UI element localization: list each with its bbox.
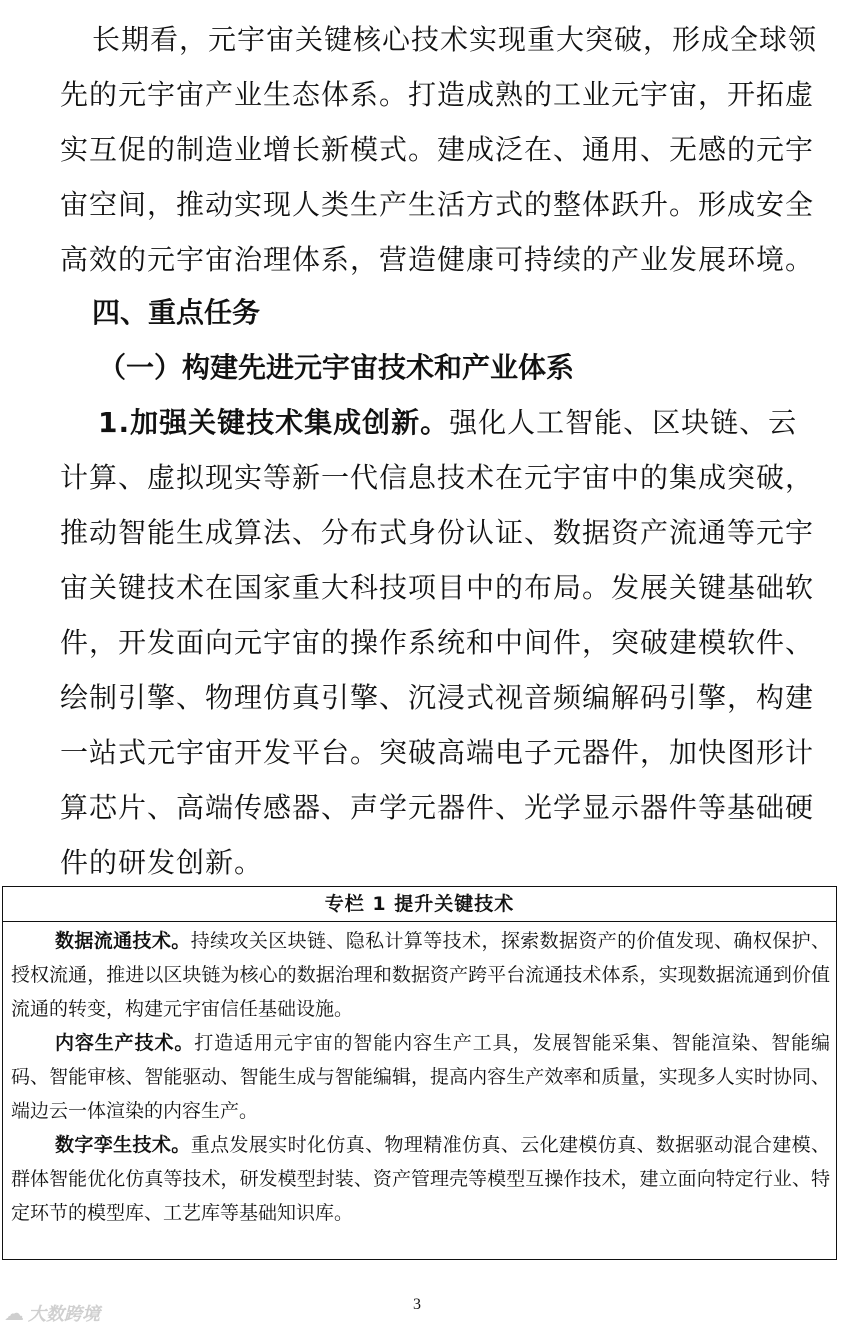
subsection-heading: （一）构建先进元宇宙技术和产业体系 [98, 351, 575, 384]
watermark-logo-icon: ☁ [4, 1301, 24, 1325]
box-title: 专栏 1 提升关键技术 [3, 887, 836, 922]
box-item-content-production [3, 1026, 836, 1128]
paragraph-item-1 [60, 395, 820, 890]
box-item-data-circulation [3, 924, 836, 1026]
watermark [4, 1300, 100, 1326]
box-item-text: 打造适用元宇宙的智能内容生产工具，发展智能采集、智能渲染、智能编码、智能审核、智能驱动、智能生成与智能编辑，提高内容生产效率和质量，实现多人实时协同、端边云一体渲染的内容生产。 [11, 1032, 830, 1122]
page-number: 3 [413, 1296, 421, 1313]
section-heading: 四、重点任务 [92, 296, 261, 329]
box-item-digital-twin [3, 1128, 836, 1230]
box-item-lead: 数据流通技术。 [55, 930, 191, 952]
box-item-lead: 数字孪生技术。 [55, 1134, 191, 1156]
item-1-lead: 1.加强关键技术集成创新。 [98, 406, 450, 439]
paragraph-long-term: 长期看，元宇宙关键核心技术实现重大突破，形成全球领先的元宇宙产业生态体系。打造成熟的工业元宇宙，开拓虚实互促的制造业增长新模式。建成泛在、通用、无感的元宇宙空间，推动实现人类生产生活方式的整体跃升。形成安全高效的元宇宙治理体系，营造健康可持续的产业发展环境。 [60, 23, 818, 276]
box-body [3, 922, 836, 1230]
box-item-text: 重点发展实时化仿真、物理精准仿真、云化建模仿真、数据驱动混合建模、群体智能优化仿真等技术，研发模型封装、资产管理壳等模型互操作技术，建立面向特定行业、特定环节的模型库、工艺库等基础知识库。 [11, 1134, 830, 1224]
box-item-lead: 内容生产技术。 [55, 1032, 195, 1054]
box-item-text: 持续攻关区块链、隐私计算等技术，探索数据资产的价值发现、确权保护、授权流通，推进以区块链为核心的数据治理和数据资产跨平台流通技术体系，实现数据流通到价值流通的转变，构建元宇宙信任基础设施。 [11, 930, 830, 1020]
item-1-text: 强化人工智能、区块链、云计算、虚拟现实等新一代信息技术在元宇宙中的集成突破，推动智能生成算法、分布式身份认证、数据资产流通等元宇宙关键技术在国家重大科技项目中的布局。发展关键基础软件，开发面向元宇宙的操作系统和中间件，突破建模软件、绘制引擎、物理仿真引擎、沉浸式视音频编解码引擎，构建一站式元宇宙开发平台。突破高端电子元器件，加快图形计算芯片、高端传感器、声学元器件、光学显示器件等基础硬件的研发创新。 [60, 406, 815, 879]
column-box [2, 886, 837, 1260]
watermark-text: 大数跨境 [28, 1304, 100, 1325]
